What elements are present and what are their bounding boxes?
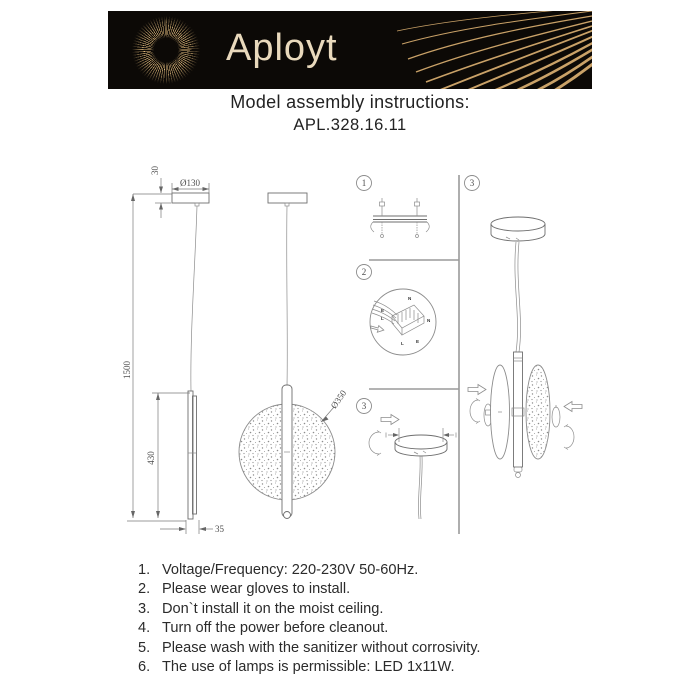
instruction-text: The use of lamps is permissible: LED 1x11W. — [162, 659, 455, 676]
instruction-item-2 — [138, 580, 588, 599]
step2-diagram — [357, 265, 437, 356]
front-view-drawing — [239, 193, 349, 519]
dim-disc-diameter: Ø350 — [328, 388, 349, 411]
wire-label-n-top: N — [408, 296, 412, 301]
step3-result-diagram — [465, 176, 583, 478]
wire-label-l-bottom: L — [401, 341, 404, 346]
instruction-text: Please wear gloves to install. — [162, 581, 351, 598]
instruction-number: 3. — [138, 600, 151, 617]
step3-result-number: 3 — [469, 178, 475, 189]
instruction-text: Turn off the power before cleanout. — [162, 620, 389, 637]
instruction-number: 4. — [138, 620, 151, 637]
instruction-number: 5. — [138, 639, 151, 656]
dim-canopy-diameter: Ø130 — [180, 178, 200, 188]
instruction-item-6 — [138, 658, 588, 677]
sunburst-logo-icon — [130, 14, 202, 86]
instruction-item-1 — [138, 561, 588, 580]
wire-label-n-right: N — [427, 318, 431, 323]
wire-label-e-bottom: E — [416, 339, 420, 344]
step2-number: 2 — [361, 267, 367, 278]
instruction-text: Voltage/Frequency: 220-230V 50-60Hz. — [162, 562, 419, 578]
instruction-item-4 — [138, 619, 588, 638]
brand-name: Aployt — [226, 27, 338, 69]
step1-number: 1 — [361, 178, 367, 189]
title-block — [0, 92, 700, 135]
dim-panel-width: 35 — [215, 524, 224, 534]
model-number: APL.328.16.11 — [293, 116, 407, 134]
dim-panel-height: 430 — [146, 451, 156, 465]
dim-canopy-height: 30 — [150, 166, 160, 175]
instruction-number: 6. — [138, 659, 151, 676]
step3-number: 3 — [361, 401, 367, 412]
brand-banner — [108, 11, 592, 89]
instruction-number: 1. — [138, 562, 151, 578]
page-title: Model assembly instructions: — [230, 92, 470, 112]
wire-label-e-left: E — [381, 308, 385, 313]
dim-overall-height: 1500 — [122, 361, 132, 379]
step1-diagram — [357, 176, 430, 238]
instruction-number: 2. — [138, 581, 151, 598]
instruction-text: Don`t install it on the moist ceiling. — [162, 600, 384, 617]
instruction-item-5 — [138, 639, 588, 658]
instruction-text: Please wash with the sanitizer without corrosivity. — [162, 639, 481, 656]
step3-diagram — [357, 399, 457, 520]
gold-rays-decoration — [392, 11, 592, 89]
side-view-drawing — [122, 166, 225, 535]
instructions-list — [138, 561, 588, 677]
technical-drawing — [0, 158, 700, 556]
instruction-item-3 — [138, 600, 588, 619]
wire-label-l-left: L — [381, 316, 384, 321]
